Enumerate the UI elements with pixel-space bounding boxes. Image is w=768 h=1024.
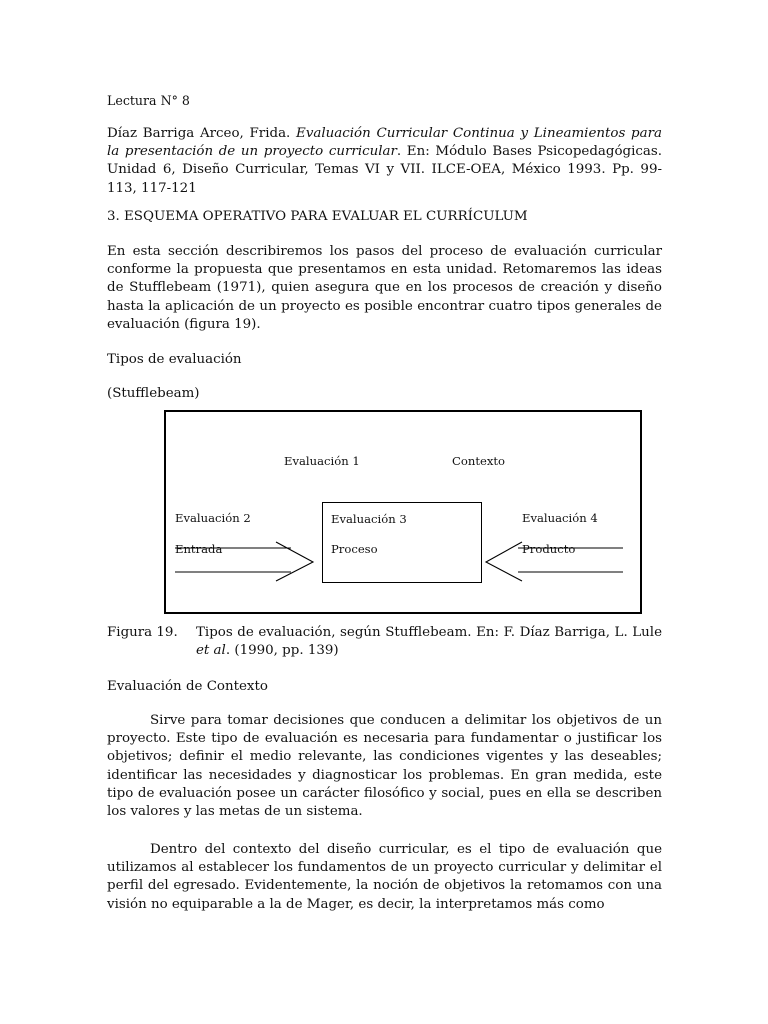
caption-text-a: Tipos de evaluación, según Stufflebeam. En: F. Díaz Barriga, L. Lule — [196, 625, 662, 640]
eval2-label: Evaluación 2 — [175, 511, 251, 525]
proceso-label: Proceso — [331, 542, 378, 556]
citation — [107, 125, 662, 198]
producto-label: Producto — [522, 542, 576, 556]
stufflebeam-label: (Stufflebeam) — [107, 386, 200, 401]
context-paragraph-1: Sirve para tomar decisiones que conducen a delimitar los objetivos de un proyecto. Este tipo de evaluación es necesaria para fundamentar o justificar los objetivos; definir el medio relevante, las condiciones vigentes y las deseables; identificar las necesidades y diagnosticar los problemas. En gran medida, este tipo de evaluación posee un carácter filosófico y social, pues en ella se describen los valores y las metas de un sistema. — [107, 713, 662, 820]
caption-text — [196, 624, 662, 660]
caption-number: Figura 19. — [107, 625, 178, 640]
context-heading: Evaluación de Contexto — [107, 679, 268, 694]
right-arrow-head — [486, 542, 522, 581]
section-heading: 3. ESQUEMA OPERATIVO PARA EVALUAR EL CURRÍCULUM — [107, 209, 528, 224]
entrada-label: Entrada — [175, 542, 223, 556]
citation-authors: Díaz Barriga Arceo, Frida. — [107, 126, 297, 141]
citation-details: . En: Módulo Bases Psicopedagógicas. Unidad 6, Diseño Curricular, Temas VI y VII. ILCE-OEA, México 1993. Pp. 99-113, 117-121 — [107, 144, 662, 196]
caption-text-b: . (1990, pp. 139) — [225, 643, 339, 659]
eval3-label: Evaluación 3 — [331, 512, 407, 526]
intro-paragraph: En esta sección describiremos los pasos del proceso de evaluación curricular conforme la propuesta que presentamos en esta unidad. Retomaremos las ideas de Stufflebeam (1971), quien asegura que en los procesos de creación y diseño hasta la aplicación de un proyecto es posible encontrar cuatro tipos generales de evaluación (figura 19). — [107, 244, 662, 332]
caption-et-al: et al — [196, 643, 226, 659]
contexto-label: Contexto — [452, 454, 506, 468]
tipos-label: Tipos de evaluación — [107, 352, 242, 367]
eval1-label: Evaluación 1 — [284, 454, 360, 468]
citation-title: Evaluación Curricular Continua y Lineamientos para la presentación de un proyecto curricular — [107, 126, 662, 160]
context-paragraph-2: Dentro del contexto del diseño curricular, es el tipo de evaluación que utilizamos al establecer los fundamentos de un proyecto curricular y delimitar el perfil del egresado. Evidentemente, la noción de objetivos la retomamos con una visión no equiparable a la de Mager, es decir, la interpretamos más como — [107, 842, 662, 912]
lectura-label: Lectura N° 8 — [107, 93, 190, 108]
eval4-label: Evaluación 4 — [522, 511, 598, 525]
arrows-svg — [166, 412, 640, 612]
figure-19-diagram — [164, 410, 642, 614]
